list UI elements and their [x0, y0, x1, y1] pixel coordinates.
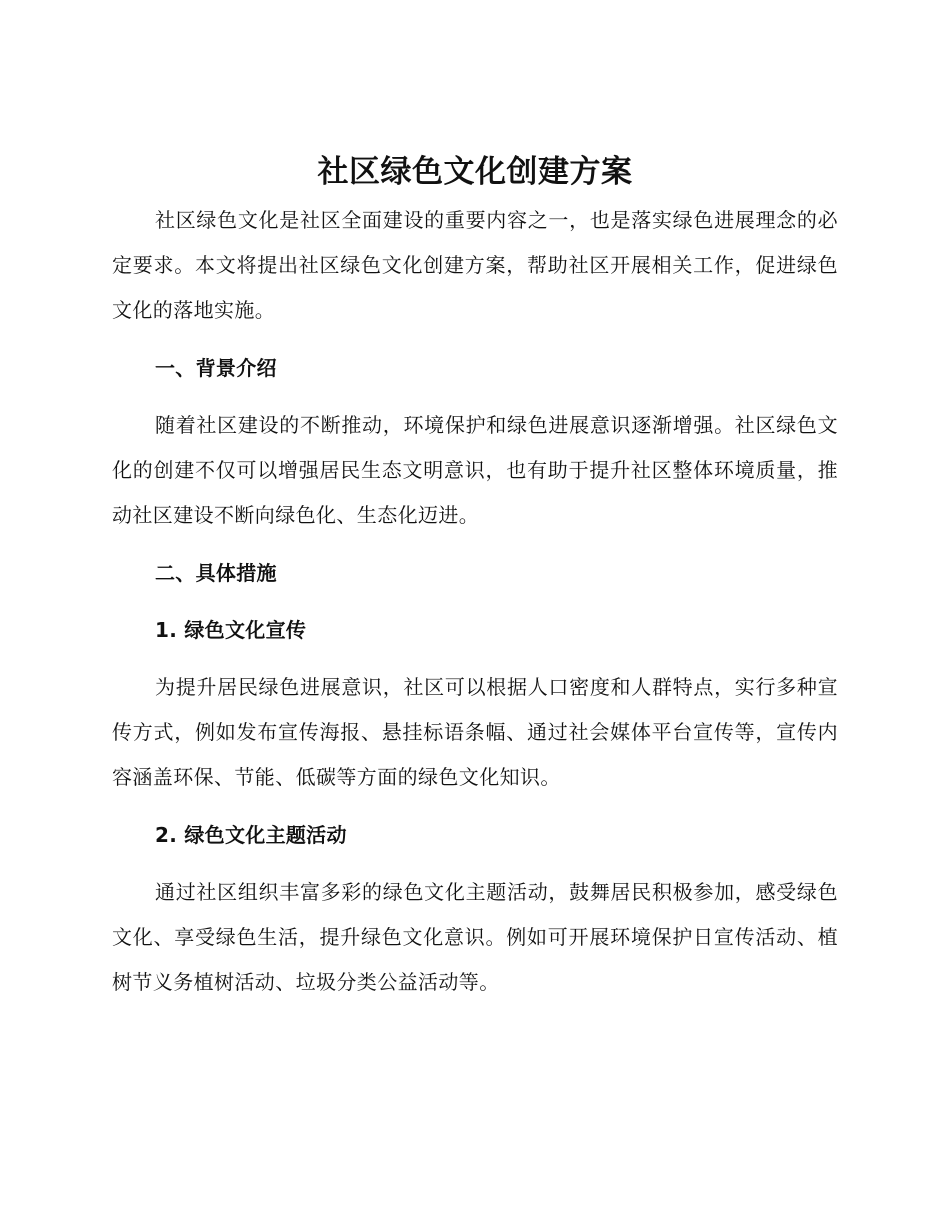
subsection-heading-promotion: 1. 绿色文化宣传	[155, 618, 307, 642]
document-title: 社区绿色文化创建方案	[317, 154, 633, 190]
intro-paragraph: 社区绿色文化是社区全面建设的重要内容之一，也是落实绿色进展理念的必定要求。本文将提出社区绿色文化创建方案，帮助社区开展相关工作，促进绿色文化的落地实施。	[112, 208, 838, 322]
section-heading-measures: 二、具体措施	[155, 561, 277, 585]
promotion-paragraph: 为提升居民绿色进展意识，社区可以根据人口密度和人群特点，实行多种宣传方式，例如发布宣传海报、悬挂标语条幅、通过社会媒体平台宣传等，宣传内容涵盖环保、节能、低碳等方面的绿色文化知识。	[112, 675, 838, 789]
background-paragraph: 随着社区建设的不断推动，环境保护和绿色进展意识逐渐增强。社区绿色文化的创建不仅可以增强居民生态文明意识，也有助于提升社区整体环境质量，推动社区建设不断向绿色化、生态化迈进。	[112, 413, 838, 527]
section-heading-background: 一、背景介绍	[155, 356, 277, 380]
subsection-heading-activities: 2. 绿色文化主题活动	[155, 823, 347, 847]
activities-paragraph: 通过社区组织丰富多彩的绿色文化主题活动，鼓舞居民积极参加，感受绿色文化、享受绿色生活，提升绿色文化意识。例如可开展环境保护日宣传活动、植树节义务植树活动、垃圾分类公益活动等。	[112, 880, 838, 994]
